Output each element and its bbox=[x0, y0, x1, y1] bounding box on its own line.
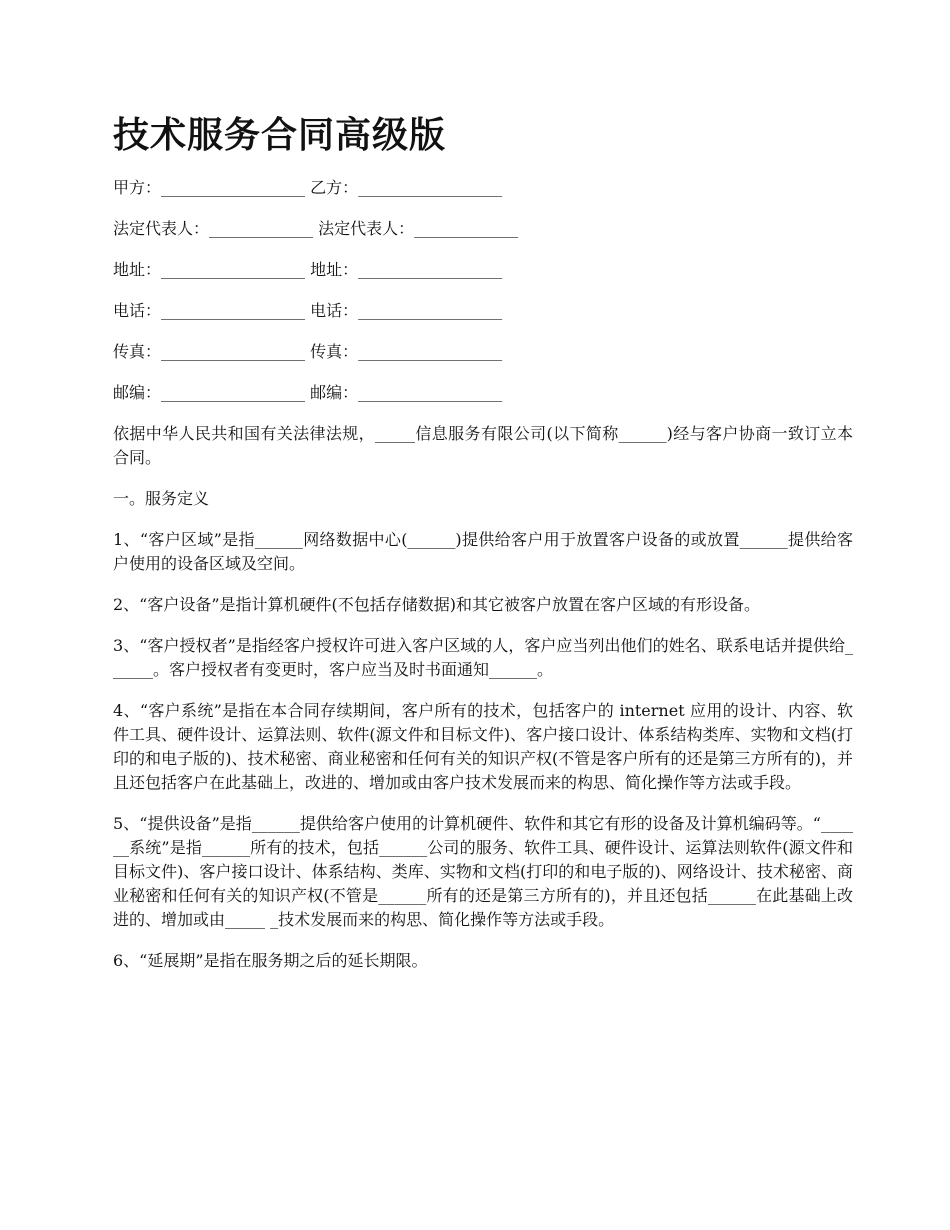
intro-paragraph: 依据中华人民共和国有关法律法规，_____信息服务有限公司(以下简称______)经与客户协商一致订立本合同。 bbox=[113, 424, 853, 467]
section-heading-service-definition: 一。服务定义 bbox=[113, 489, 210, 508]
clause-customer-authorized-person: 3、“客户授权者”是指经客户授权许可进入客户区域的人，客户应当列出他们的姓名、联系电话并提供给______。客户授权者有变更时，客户应当及时书面通知______。 bbox=[113, 636, 853, 679]
clause-extension-period: 6、“延展期”是指在服务期之后的延长期限。 bbox=[113, 951, 428, 970]
party-legal-representative-row: 法定代表人：_____________ 法定代表人：_____________ bbox=[113, 219, 519, 238]
party-phone-row: 电话：__________________ 电话：__________________ bbox=[113, 301, 503, 320]
clause-provided-equipment: 5、“提供设备”是指______提供给客户使用的计算机硬件、软件和其它有形的设备及计算机编码等。“______系统”是指______所有的技术，包括______公司的服务、软件工具、硬件设计、运算法则软件(源文件和目标文件)、客户接口设计、体系结构、类库、实物和文档(打印的和电子版的)、网络设计、技术秘密、商业秘密和任何有关的知识产权(不管是______所有的还是第三方所有的)，并且还包括______在此基础上改进的、增加或由_____ _技术发展而来的构思、简化操作等方法或手段。 bbox=[113, 814, 853, 929]
party-postcode-row: 邮编：__________________ 邮编：__________________ bbox=[113, 383, 503, 402]
party-address-row: 地址：__________________ 地址：__________________ bbox=[113, 260, 503, 279]
party-name-row: 甲方：__________________ 乙方：__________________ bbox=[113, 178, 503, 197]
clause-customer-system: 4、“客户系统”是指在本合同存续期间，客户所有的技术，包括客户的 internet 应用的设计、内容、软件工具、硬件设计、运算法则、软件(源文件和目标文件)、客户接口设计、体系结构类库、实物和文档(打印的和电子版的)、技术秘密、商业秘密和任何有关的知识产权(不管是客户所有的还是第三方所有的)，并且还包括客户在此基础上，改进的、增加或由客户技术发展而来的构思、简化操作等方法或手段。 bbox=[113, 701, 853, 792]
clause-customer-equipment: 2、“客户设备”是指计算机硬件(不包括存储数据)和其它被客户放置在客户区域的有形设备。 bbox=[113, 595, 761, 614]
clause-customer-area: 1、“客户区域”是指______网络数据中心(______)提供给客户用于放置客户设备的或放置______提供给客户使用的设备区域及空间。 bbox=[113, 530, 853, 573]
document-title: 技术服务合同高级版 bbox=[113, 115, 447, 156]
document-page bbox=[113, 110, 853, 990]
party-fax-row: 传真：__________________ 传真：__________________ bbox=[113, 342, 503, 361]
